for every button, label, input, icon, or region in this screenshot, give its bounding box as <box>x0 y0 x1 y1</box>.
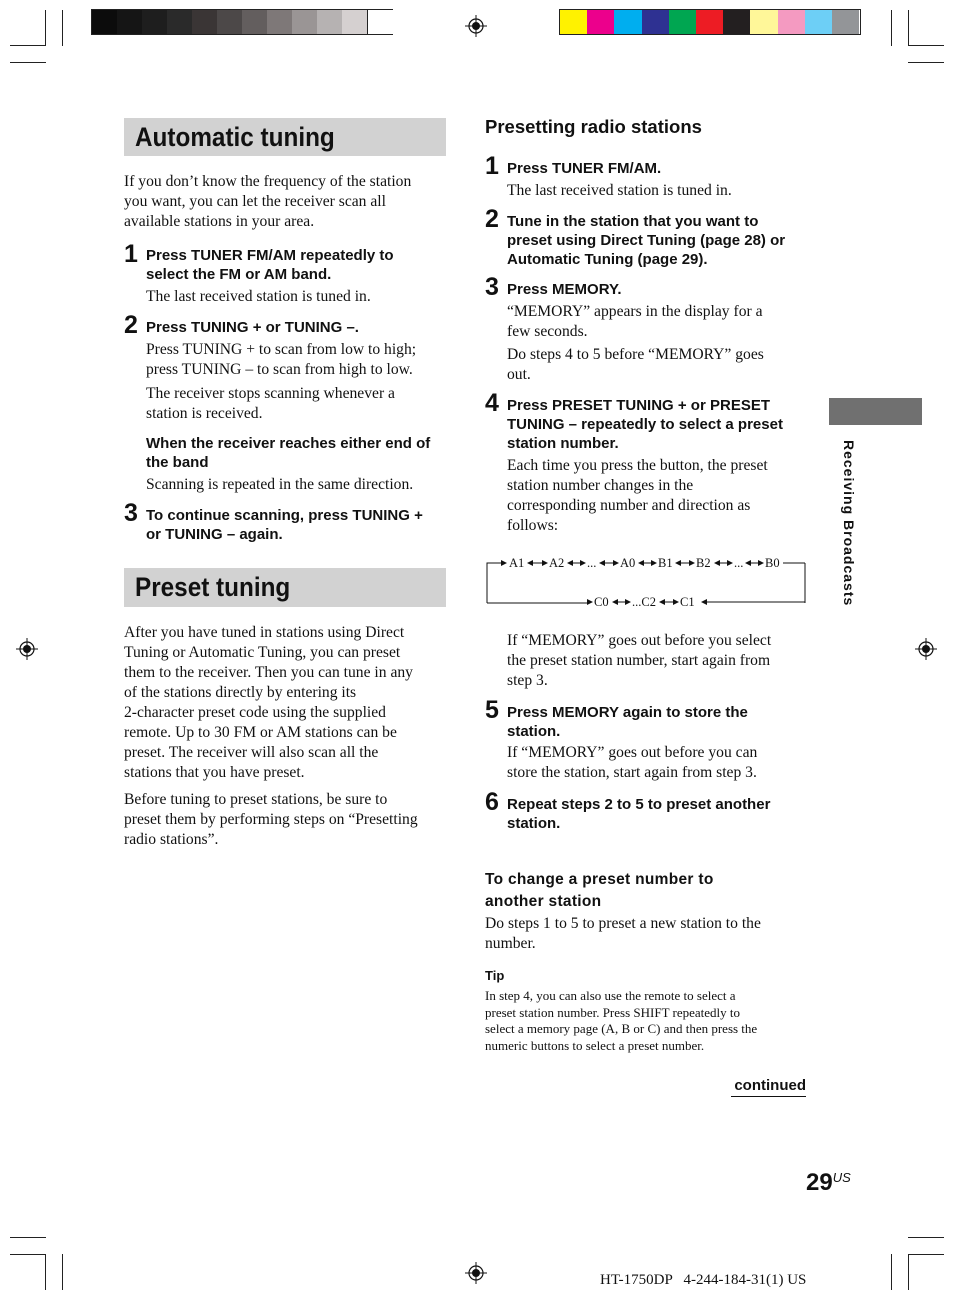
text-line: station number changes in the <box>507 477 694 494</box>
text-line: Before tuning to preset stations, be sure to <box>124 791 388 808</box>
text-line: TUNING – repeatedly to select a preset <box>507 416 783 433</box>
step-heading <box>146 318 456 337</box>
text-line: station number. <box>507 435 619 452</box>
text-line: store the station, start again from step 3. <box>507 764 757 781</box>
registration-mark-left <box>16 638 38 660</box>
text-line: corresponding number and direction as <box>507 497 751 514</box>
step-number: 3 <box>124 499 138 527</box>
preset-paragraph-2 <box>124 790 454 850</box>
automatic-tuning-banner <box>124 118 446 156</box>
color-swatch <box>242 10 267 34</box>
section-title: Preset tuning <box>135 572 291 602</box>
color-swatch <box>292 10 317 34</box>
text-line: numeric buttons to select a preset number. <box>485 1038 705 1054</box>
section-tab <box>829 398 922 425</box>
section-tab-label: Receiving Broadcasts <box>841 440 857 607</box>
step-number: 5 <box>485 696 499 724</box>
color-swatch <box>805 10 832 34</box>
footer-model-code: HT-1750DP 4-244-184-31(1) US <box>600 1272 807 1288</box>
registration-mark-bottom <box>465 1262 487 1284</box>
text-line: If you don’t know the frequency of the station <box>124 173 412 190</box>
color-swatch <box>142 10 167 34</box>
step-body <box>507 743 817 783</box>
text-line: station is received. <box>146 405 263 422</box>
step-heading <box>146 246 456 284</box>
auto-intro <box>124 172 454 232</box>
preset-tuning-banner <box>124 568 446 607</box>
band-end-body: Scanning is repeated in the same direction. <box>146 476 414 493</box>
diagram-label: ... <box>587 556 597 570</box>
diagram-label: B1 <box>658 556 673 570</box>
color-swatch <box>778 10 805 34</box>
page-number <box>806 1168 851 1198</box>
step-number: 2 <box>124 311 138 339</box>
text-line: radio stations”. <box>124 831 219 848</box>
preset-paragraph-1 <box>124 623 454 783</box>
text-line: station. <box>507 723 561 740</box>
color-swatch <box>723 10 750 34</box>
color-swatch <box>750 10 777 34</box>
diagram-label: C0 <box>594 595 609 609</box>
tip-label: Tip <box>485 968 505 983</box>
text-line: preset them by performing steps on “Presetting <box>124 811 418 828</box>
text-line: preset. The receiver will also scan all the <box>124 744 379 761</box>
step-number: 1 <box>485 152 499 180</box>
step-body <box>507 631 817 691</box>
preset-order-diagram <box>484 550 810 610</box>
color-swatch <box>92 10 117 34</box>
step-body <box>146 340 456 380</box>
text-line: When the receiver reaches either end of <box>146 435 431 452</box>
text-line: Tune in the station that you want to <box>507 213 759 230</box>
text-line: station. <box>507 815 561 832</box>
text-line: Automatic Tuning (page 29). <box>507 251 708 268</box>
step-heading <box>507 396 817 453</box>
color-swatch <box>117 10 142 34</box>
text-line: preset station number. Press SHIFT repeatedly to <box>485 1004 741 1020</box>
text-line: Press TUNER FM/AM repeatedly to <box>146 247 394 264</box>
text-line: If “MEMORY” goes out before you can <box>507 744 758 761</box>
color-swatch <box>192 10 217 34</box>
change-preset-body <box>485 914 815 954</box>
step-heading: Press TUNER FM/AM. <box>507 160 662 177</box>
change-preset-heading <box>485 869 714 913</box>
color-swatch <box>669 10 696 34</box>
text-line: stations that you have preset. <box>124 764 305 781</box>
step-number: 4 <box>485 389 499 417</box>
continued-label: continued <box>731 1076 806 1097</box>
tip-body <box>485 988 815 1055</box>
text-line: If “MEMORY” goes out before you select <box>507 632 772 649</box>
text-line: Press MEMORY again to store the <box>507 704 748 721</box>
text-line: The receiver stops scanning whenever a <box>146 385 395 402</box>
registration-mark-right <box>915 638 937 660</box>
text-line: select the FM or AM band. <box>146 266 332 283</box>
color-bar <box>559 9 861 35</box>
diagram-label: B2 <box>696 556 711 570</box>
text-line: Tuning or Automatic Tuning, you can preset <box>124 644 401 661</box>
color-swatch <box>560 10 587 34</box>
diagram-label: A2 <box>549 556 565 570</box>
text-line: step 3. <box>507 672 548 689</box>
step-number: 2 <box>485 205 499 233</box>
step-body: The last received station is tuned in. <box>507 182 732 199</box>
text-line: Press PRESET TUNING + or PRESET <box>507 397 770 414</box>
text-line: To continue scanning, press TUNING + <box>146 507 423 524</box>
diagram-label: B0 <box>765 556 780 570</box>
step-heading <box>507 795 817 833</box>
text-line: select a memory page (A, B or C) and then press the <box>485 1021 758 1037</box>
step-body <box>146 287 456 307</box>
text-line: press TUNING – to scan from high to low. <box>146 361 413 378</box>
step-body <box>146 384 456 424</box>
step-heading <box>507 703 817 741</box>
diagram-label: ... <box>734 556 744 570</box>
section-title: Automatic tuning <box>135 122 335 152</box>
text-line: After you have tuned in stations using Direct <box>124 624 405 641</box>
text-line: available stations in your area. <box>124 213 315 230</box>
presetting-heading: Presetting radio stations <box>485 116 702 137</box>
text-line: follows: <box>507 517 559 534</box>
text-line: In step 4, you can also use the remote to select a <box>485 988 736 1003</box>
step-body <box>507 456 817 536</box>
step-number: 1 <box>124 240 138 268</box>
step-heading <box>507 212 817 269</box>
diagram-label: C1 <box>680 595 695 609</box>
step-heading <box>146 506 456 544</box>
text-line: Repeat steps 2 to 5 to preset another <box>507 796 771 813</box>
text-line: Press TUNING + to scan from low to high; <box>146 341 417 358</box>
step-heading: Press MEMORY. <box>507 281 622 298</box>
text-line: few seconds. <box>507 323 588 340</box>
page-number-value: 29 <box>806 1169 833 1196</box>
step-body <box>507 345 817 385</box>
text-line: remote. Up to 30 FM or AM stations can be <box>124 724 397 741</box>
text-line: the band <box>146 454 209 471</box>
band-end-heading <box>146 434 456 472</box>
text-line: out. <box>507 366 531 383</box>
color-swatch <box>217 10 242 34</box>
text-line: 2-character preset code using the supplied <box>124 704 386 721</box>
text-line: preset using Direct Tuning (page 28) or <box>507 232 786 249</box>
color-swatch <box>696 10 723 34</box>
color-swatch <box>317 10 342 34</box>
text-line: Do steps 4 to 5 before “MEMORY” goes <box>507 346 764 363</box>
registration-mark-top <box>465 15 487 37</box>
text-line: you want, you can let the receiver scan all <box>124 193 386 210</box>
diagram-label: A1 <box>509 556 525 570</box>
color-swatch <box>642 10 669 34</box>
color-swatch <box>587 10 614 34</box>
step-number: 6 <box>485 788 499 816</box>
grayscale-bar <box>91 9 393 35</box>
diagram-label: ...C2 <box>632 595 656 609</box>
text-line: Do steps 1 to 5 to preset a new station to the <box>485 915 761 932</box>
diagram-label: A0 <box>620 556 636 570</box>
step-number: 3 <box>485 273 499 301</box>
text-line: The last received station is tuned in. <box>146 288 371 305</box>
text-line: “MEMORY” appears in the display for a <box>507 303 763 320</box>
color-swatch <box>614 10 641 34</box>
text-line: of the stations directly by entering its <box>124 684 357 701</box>
color-swatch <box>832 10 859 34</box>
text-line: another station <box>485 893 602 910</box>
text-line: To change a preset number to <box>485 871 714 888</box>
color-swatch <box>167 10 192 34</box>
color-swatch <box>267 10 292 34</box>
text-line: or TUNING – again. <box>146 526 283 543</box>
step-body <box>507 302 817 342</box>
text-line: the preset station number, start again from <box>507 652 771 669</box>
page-number-suffix: US <box>832 1170 851 1185</box>
text-line: number. <box>485 935 536 952</box>
color-swatch <box>367 10 393 34</box>
text-line: them to the receiver. Then you can tune in any <box>124 664 413 681</box>
color-swatch <box>342 10 367 34</box>
text-line: Press TUNING + or TUNING –. <box>146 319 359 336</box>
text-line: Each time you press the button, the preset <box>507 457 768 474</box>
